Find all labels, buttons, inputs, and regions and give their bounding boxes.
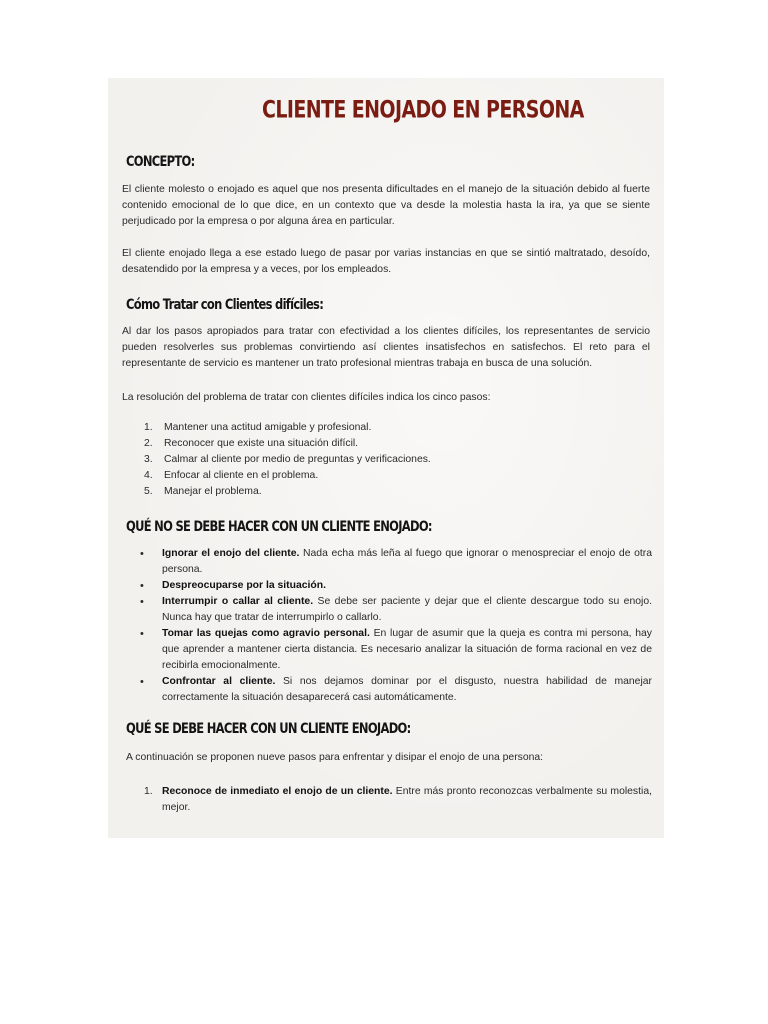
como-tratar-paragraph-2: La resolución del problema de tratar con clientes difíciles indica los cinco pasos: bbox=[122, 392, 491, 403]
list-item: 4. Enfocar al cliente en el problema. bbox=[144, 470, 319, 481]
como-tratar-heading: Cómo Tratar con Clientes difíciles: bbox=[126, 295, 324, 313]
list-item: 2. Reconocer que existe una situación difícil. bbox=[144, 438, 359, 449]
concepto-paragraph-2: El cliente enojado llega a ese estado luego de pasar por varias instancias en que se sintió maltratado, desoído, desatendido por la empresa y a veces, por los empleados. bbox=[122, 248, 650, 275]
list-item: • Despreocuparse por la situación. bbox=[140, 580, 326, 592]
list-item: 5. Manejar el problema. bbox=[144, 486, 262, 497]
bullet-icon: • bbox=[140, 676, 144, 688]
list-item: • Tomar las quejas como agravio personal. En lugar de asumir que la queja es contra mi persona, hay que aprender a mantener cierta distancia. Es necesario analizar la situación de forma racional en vez de recibirla emocionalmente. bbox=[140, 626, 652, 674]
scanned-page bbox=[108, 78, 664, 838]
list-item: • Ignorar el enojo del cliente. Nada echa más leña al fuego que ignorar o menospreciar el enojo de otra persona. bbox=[140, 546, 652, 578]
document-title: CLIENTE ENOJADO EN PERSONA bbox=[262, 96, 584, 124]
que-si-hacer-intro: A continuación se proponen nueve pasos para enfrentar y disipar el enojo de una persona: bbox=[126, 752, 544, 763]
que-si-hacer-heading: QUÉ SE DEBE HACER CON UN CLIENTE ENOJADO: bbox=[126, 719, 411, 737]
bullet-icon: • bbox=[140, 580, 144, 592]
que-no-hacer-heading: QUÉ NO SE DEBE HACER CON UN CLIENTE ENOJADO: bbox=[126, 517, 432, 535]
list-item: 3. Calmar al cliente por medio de preguntas y verificaciones. bbox=[144, 454, 431, 465]
list-item: 1. Reconoce de inmediato el enojo de un cliente. Entre más pronto reconozcas verbalmente su molestia, mejor. bbox=[144, 786, 652, 813]
bullet-icon: • bbox=[140, 548, 144, 560]
concepto-heading: CONCEPTO: bbox=[126, 152, 195, 170]
list-item: • Interrumpir o callar al cliente. Se debe ser paciente y dejar que el cliente descargue todo su enojo. Nunca hay que tratar de interrumpirlo o callarlo. bbox=[140, 594, 652, 626]
list-item: 1. Mantener una actitud amigable y profesional. bbox=[144, 422, 372, 433]
list-item: • Confrontar al cliente. Si nos dejamos dominar por el disgusto, nuestra habilidad de manejar correctamente la situación desaparecerá casi automáticamente. bbox=[140, 674, 652, 706]
bullet-icon: • bbox=[140, 628, 144, 640]
bullet-icon: • bbox=[140, 596, 144, 608]
que-no-hacer-list bbox=[140, 546, 652, 706]
concepto-paragraph-1: El cliente molesto o enojado es aquel que nos presenta dificultades en el manejo de la situación debido al fuerte contenido emocional de lo que dice, en un contexto que va desde la molestia hasta la ira, ya que se siente perjudicado por la empresa o por alguna área en particular. bbox=[122, 184, 650, 227]
five-steps-list bbox=[144, 420, 431, 500]
como-tratar-paragraph-1: Al dar los pasos apropiados para tratar con efectividad a los clientes difíciles, los representantes de servicio pueden resolverles sus problemas convirtiendo así clientes insatisfechos en satisfechos. El reto para el representante de servicio es mantener un trato profesional mientras trabaja en busca de una solución. bbox=[122, 326, 650, 369]
